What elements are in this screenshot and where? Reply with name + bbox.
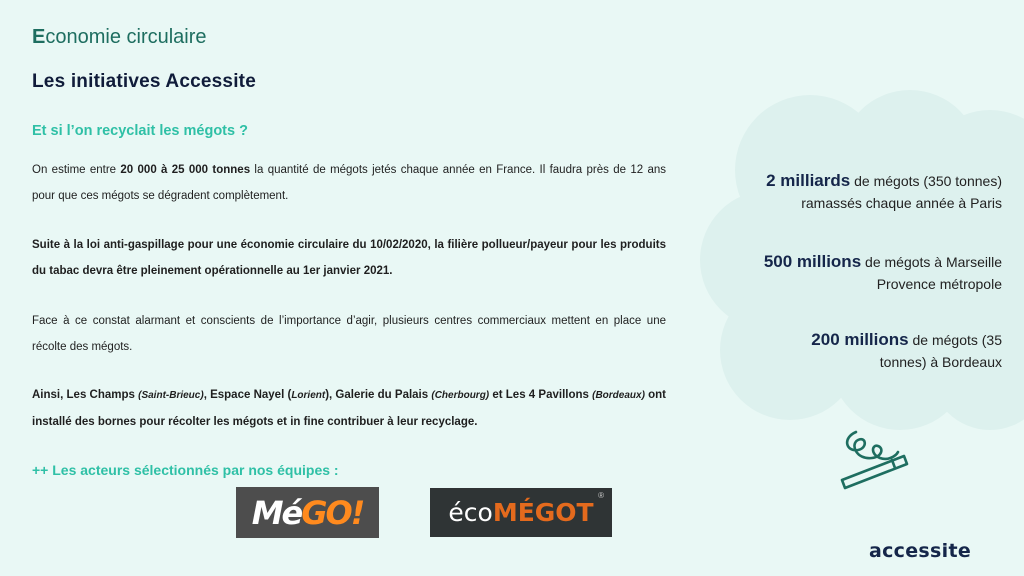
- stat-marseille: 500 millions de mégots à Marseille Provence métropole: [763, 252, 1002, 292]
- paragraph-estimate: On estime entre 20 000 à 25 000 tonnes la quantité de mégots jetés chaque année en France. Il faudra près de 12 ans pour que ces mégots se dégradent complètement.: [32, 164, 666, 202]
- mego-logo: MéGO!: [236, 487, 379, 538]
- page-title: Les initiatives Accessite: [32, 71, 256, 92]
- cigarette-icon: [836, 426, 910, 492]
- stat-paris: 2 milliards de mégots (350 tonnes) ramassés chaque année à Paris: [766, 171, 1002, 211]
- accessite-logo: accessite: [869, 540, 972, 562]
- content-subtitle: Et si l’on recyclait les mégots ?: [32, 123, 248, 139]
- paragraph-law: Suite à la loi anti-gaspillage pour une économie circulaire du 10/02/2020, la filière pollueur/payeur pour les produits du tabac devra être pleinement opérationnelle au 1er janvier 2021.: [32, 239, 666, 277]
- paragraph-centres: Ainsi, Les Champs (Saint-Brieuc), Espace Nayel (Lorient), Galerie du Palais (Cherbourg) et Les 4 Pavillons (Bordeaux) ont installé des bornes pour récolter les mégots et in fine contribuer à leur recyclage.: [32, 389, 666, 428]
- ecomegot-logo: écoMÉGOT ®: [430, 488, 612, 537]
- paragraph-observation: Face à ce constat alarmant et conscients de l’importance d’agir, plusieurs centres commerciaux mettent en place une récolte des mégots.: [32, 315, 666, 353]
- section-title: Economie circulaire: [32, 26, 207, 48]
- stat-bordeaux: 200 millions de mégots (35 tonnes) à Bordeaux: [811, 330, 1002, 370]
- actors-heading: ++ Les acteurs sélectionnés par nos équipes :: [32, 462, 339, 478]
